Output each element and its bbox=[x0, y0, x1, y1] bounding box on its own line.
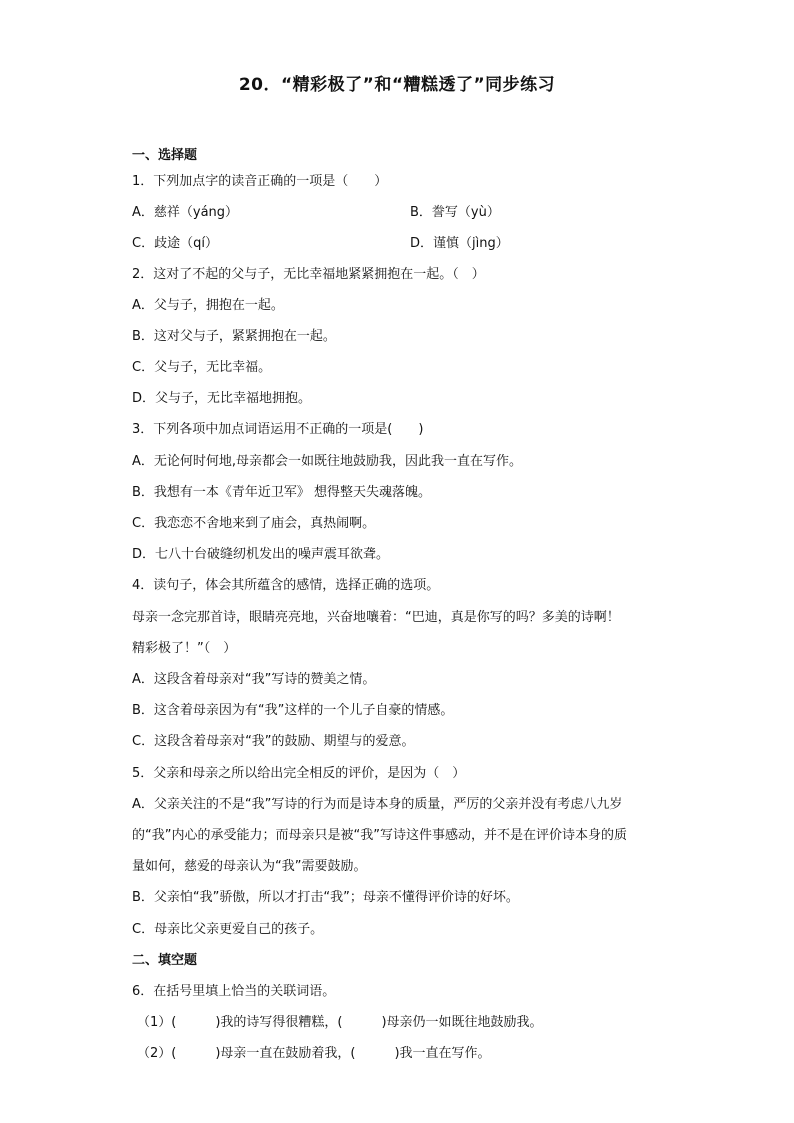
page-title: 20．“精彩极了”和“糟糕透了”同步练习 bbox=[238, 75, 556, 95]
q4-option-c: C．这段含着母亲对“我”的鼓励、期望与的爱意。 bbox=[132, 734, 415, 749]
q4-option-a: A．这段含着母亲对“我”写诗的赞美之情。 bbox=[132, 672, 376, 687]
q4-passage-line-1: 母亲一念完那首诗，眼睛亮亮地，兴奋地嚷着：“巴迪，真是你写的吗？多美的诗啊！ bbox=[132, 610, 620, 625]
q2-option-c: C．父与子，无比幸福。 bbox=[132, 360, 272, 375]
section-heading-choice: 一、选择题 bbox=[132, 148, 198, 163]
q1-stem: 1．下列加点字的读音正确的一项是（ ） bbox=[132, 174, 388, 189]
q5-option-b: B．父亲怕“我”骄傲，所以才打击“我”；母亲不懂得评价诗的好坏。 bbox=[132, 890, 519, 905]
q1-option-c: C．歧途（qí） bbox=[132, 236, 218, 251]
q1-option-a: A．慈祥（yáng） bbox=[132, 205, 239, 220]
q2-option-b: B．这对父与子，紧紧拥抱在一起。 bbox=[132, 329, 336, 344]
q3-option-a: A．无论何时何地,母亲都会一如既往地鼓励我，因此我一直在写作。 bbox=[132, 454, 523, 469]
q1-option-d: D．谨慎（jìng） bbox=[410, 236, 509, 251]
q3-option-b: B．我想有一本《青年近卫军》 想得整天失魂落魄。 bbox=[132, 485, 432, 500]
q5-option-a-line-2: 的“我”内心的承受能力；而母亲只是被“我”写诗这件事感动，并不是在评价诗本身的质 bbox=[132, 828, 627, 843]
q3-option-d: D．七八十台破缝纫机发出的噪声震耳欲聋。 bbox=[132, 547, 390, 562]
q5-stem: 5．父亲和母亲之所以给出完全相反的评价，是因为（ ） bbox=[132, 766, 466, 781]
q1-option-b: B．誊写（yù） bbox=[410, 205, 500, 220]
q2-option-a: A．父与子，拥抱在一起。 bbox=[132, 298, 284, 313]
q6-item-1: （1）( )我的诗写得很糟糕，( )母亲仍一如既往地鼓励我。 bbox=[137, 1015, 543, 1030]
q6-item-2: （2）( )母亲一直在鼓励着我，( )我一直在写作。 bbox=[137, 1046, 491, 1061]
q6-stem: 6．在括号里填上恰当的关联词语。 bbox=[132, 984, 336, 999]
q2-stem: 2．这对了不起的父与子，无比幸福地紧紧拥抱在一起。（ ） bbox=[132, 267, 485, 282]
q5-option-c: C．母亲比父亲更爱自己的孩子。 bbox=[132, 922, 324, 937]
q2-option-d: D．父与子，无比幸福地拥抱。 bbox=[132, 391, 312, 406]
q4-stem: 4．读句子，体会其所蕴含的感情，选择正确的选项。 bbox=[132, 578, 440, 593]
q5-option-a-line-1: A．父亲关注的不是“我”写诗的行为而是诗本身的质量，严厉的父亲并没有考虑八九岁 bbox=[132, 797, 623, 812]
section-heading-fill: 二、填空题 bbox=[132, 953, 198, 968]
q5-option-a-line-3: 量如何，慈爱的母亲认为“我”需要鼓励。 bbox=[132, 859, 367, 874]
q3-stem: 3．下列各项中加点词语运用不正确的一项是( ) bbox=[132, 422, 424, 437]
q3-option-c: C．我恋恋不舍地来到了庙会，真热闹啊。 bbox=[132, 516, 376, 531]
q4-passage-line-2: 精彩极了！”（ ） bbox=[132, 641, 237, 656]
q4-option-b: B．这含着母亲因为有“我”这样的一个儿子自豪的情感。 bbox=[132, 703, 454, 718]
